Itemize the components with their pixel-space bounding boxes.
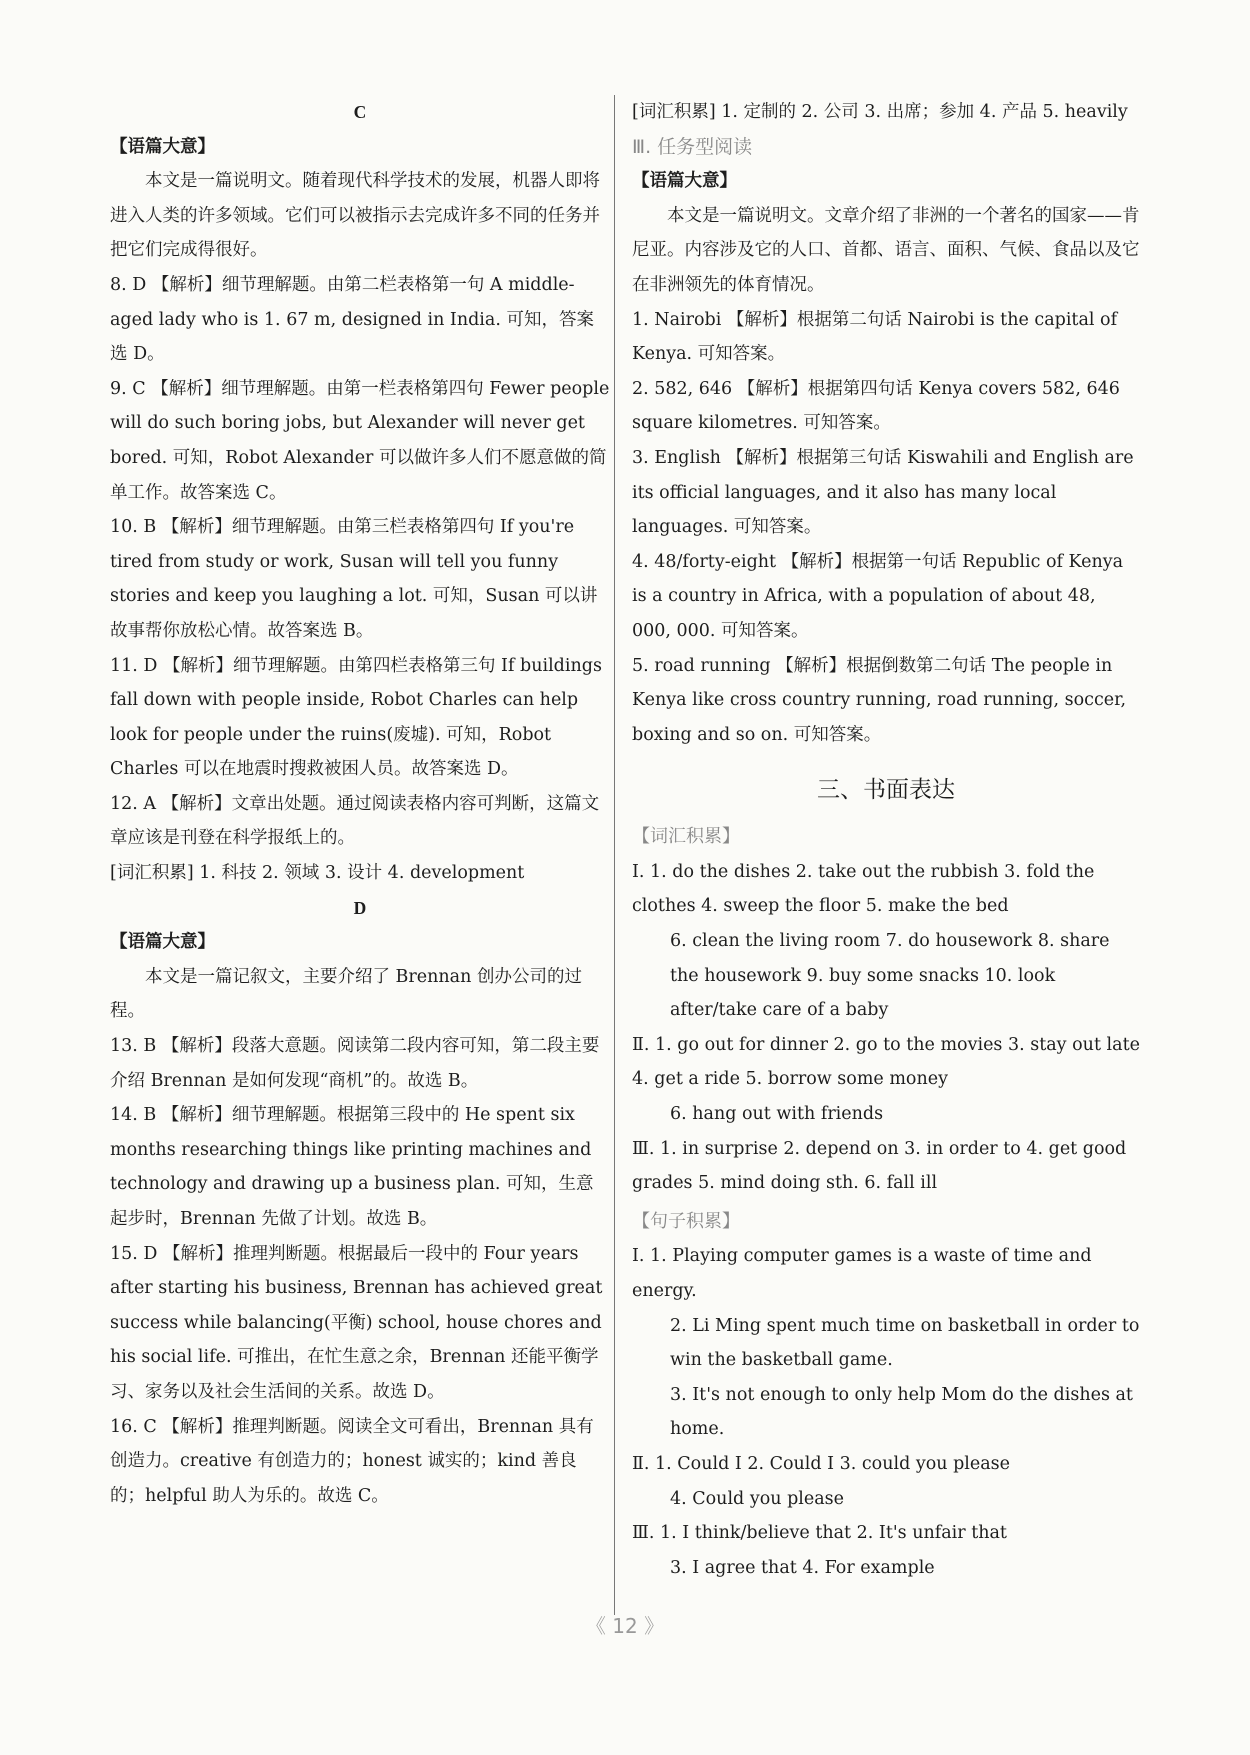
sentence-2-1: Ⅱ. 1. Could I 2. Could I 3. could you please bbox=[632, 1453, 1011, 1474]
sentence-1-2: 2. Li Ming spent much time on basketball in order to win the basketball game. bbox=[670, 1315, 1140, 1371]
task-reading-heading: Ⅲ. 任务型阅读 bbox=[632, 135, 753, 158]
vocab-c: [词汇积累] 1. 科技 2. 领域 3. 设计 4. development bbox=[110, 863, 525, 884]
sentence-1-3: 3. It's not enough to only help Mom do the dishes at home. bbox=[670, 1384, 1133, 1440]
section-c-summary-heading: 【语篇大意】 bbox=[110, 136, 215, 157]
section-d-summary: 本文是一篇记叙文，主要介绍了 Brennan 创办公司的过程。 bbox=[110, 966, 582, 1022]
sentence-3-2: 3. I agree that 4. For example bbox=[670, 1557, 935, 1578]
answer-item-15: 15. D 【解析】推理判断题。根据最后一段中的 Four years after starting his business, Brennan has achieved great success while balancing(平衡) school, house chores and his social life. 可推出，在忙生意之余，Brennan 还能平衡学习、家务以及社会生活间的关系。故选 D。 bbox=[110, 1243, 603, 1402]
sentence-1-1: Ⅰ. 1. Playing computer games is a waste of time and energy. bbox=[632, 1246, 1092, 1301]
task-answer-3: 3. English 【解析】根据第三句话 Kiswahili and English are its official languages, and it also has many local languages. 可知答案。 bbox=[632, 447, 1134, 538]
answer-item-13: 13. B 【解析】段落大意题。阅读第二段内容可知，第二段主要介绍 Brennan 是如何发现“商机”的。故选 B。 bbox=[110, 1036, 600, 1091]
right-column bbox=[632, 95, 1140, 1585]
task-reading-summary-heading: 【语篇大意】 bbox=[632, 171, 737, 192]
vocab-accumulation-heading: 【词汇积累】 bbox=[632, 826, 740, 848]
section-d-summary-heading: 【语篇大意】 bbox=[110, 932, 215, 953]
answer-item-14: 14. B 【解析】细节理解题。根据第三段中的 He spent six months researching things like printing machines and technology and drawing up a business plan. 可知，生意起步时，Brennan 先做了计划。故选 B。 bbox=[110, 1105, 594, 1229]
section-c-summary: 本文是一篇说明文。随着现代科学技术的发展，机器人即将进入人类的许多领域。它们可以被指示去完成许多不同的任务并把它们完成得很好。 bbox=[110, 171, 600, 261]
task-answer-5: 5. road running 【解析】根据倒数第二句话 The people in Kenya like cross country running, road running, soccer, boxing and so on. 可知答案。 bbox=[632, 655, 1127, 745]
section-c-letter: C bbox=[353, 102, 367, 122]
section-d-letter: D bbox=[353, 897, 367, 918]
vocab-group-2-cont: 6. hang out with friends bbox=[670, 1104, 884, 1125]
task-answer-2: 2. 582, 646 【解析】根据第四句话 Kenya covers 582, 646 square kilometres. 可知答案。 bbox=[632, 378, 1120, 434]
task-answer-1: 1. Nairobi 【解析】根据第二句话 Nairobi is the capital of Kenya. 可知答案。 bbox=[632, 309, 1118, 365]
vocab-group-3: Ⅲ. 1. in surprise 2. depend on 3. in order to 4. get good grades 5. mind doing sth. 6. fall ill bbox=[632, 1138, 1127, 1194]
sentence-2-2: 4. Could you please bbox=[670, 1488, 845, 1509]
answer-item-11: 11. D 【解析】细节理解题。由第四栏表格第三句 If buildings fall down with people inside, Robot Charles can help look for people under the ruins(废墟). 可知，Robot Charles 可以在地震时搜救被困人员。故答案选 D。 bbox=[110, 655, 602, 780]
answer-item-9: 9. C 【解析】细节理解题。由第一栏表格第四句 Fewer people will do such boring jobs, but Alexander will never get bored. 可知，Robot Alexander 可以做许多人们不愿意做的简单工作。故答案选 C。 bbox=[110, 378, 610, 503]
task-answer-4: 4. 48/forty-eight 【解析】根据第一句话 Republic of Kenya is a country in Africa, with a population of about 48, 000, 000. 可知答案。 bbox=[632, 551, 1124, 641]
writing-section-title: 三、书面表达 bbox=[817, 777, 955, 804]
answer-item-12: 12. A 【解析】文章出处题。通过阅读表格内容可判断，这篇文章应该是刊登在科学报纸上的。 bbox=[110, 793, 600, 849]
task-reading-summary: 本文是一篇说明文。文章介绍了非洲的一个著名的国家——肯尼亚。内容涉及它的人口、首都、语言、面积、气候、食品以及它在非洲领先的体育情况。 bbox=[632, 205, 1140, 295]
vocab-group-2: Ⅱ. 1. go out for dinner 2. go to the movies 3. stay out late 4. get a ride 5. borrow some money bbox=[632, 1034, 1140, 1090]
answer-item-10: 10. B 【解析】细节理解题。由第三栏表格第四句 If you're tired from study or work, Susan will tell you funny stories and keep you laughing a lot. 可知，Susan 可以讲故事帮你放松心情。故答案选 B。 bbox=[110, 517, 598, 641]
column-divider bbox=[614, 95, 615, 1615]
sentence-accumulation-heading: 【句子积累】 bbox=[632, 1210, 740, 1232]
answer-item-16: 16. C 【解析】推理判断题。阅读全文可看出，Brennan 具有创造力。creative 有创造力的；honest 诚实的；kind 善良的；helpful 助人为乐的。故选 C。 bbox=[110, 1416, 594, 1506]
page-number: 《 12 》 bbox=[585, 1614, 665, 1638]
answer-item-8: 8. D 【解析】细节理解题。由第二栏表格第一句 A middle-aged lady who is 1. 67 m, designed in India. 可知，答案选 D。 bbox=[110, 274, 594, 365]
left-column bbox=[110, 95, 610, 1513]
vocab-group-1-cont: 6. clean the living room 7. do housework 8. share the housework 9. buy some snacks 10. look after/take care of a baby bbox=[670, 931, 1110, 1021]
sentence-3-1: Ⅲ. 1. I think/believe that 2. It's unfair that bbox=[632, 1523, 1007, 1544]
vocab-group-1: Ⅰ. 1. do the dishes 2. take out the rubbish 3. fold the clothes 4. sweep the floor 5. make the bed bbox=[632, 861, 1095, 917]
vocab-d: [词汇积累] 1. 定制的 2. 公司 3. 出席；参加 4. 产品 5. heavily bbox=[632, 102, 1128, 122]
